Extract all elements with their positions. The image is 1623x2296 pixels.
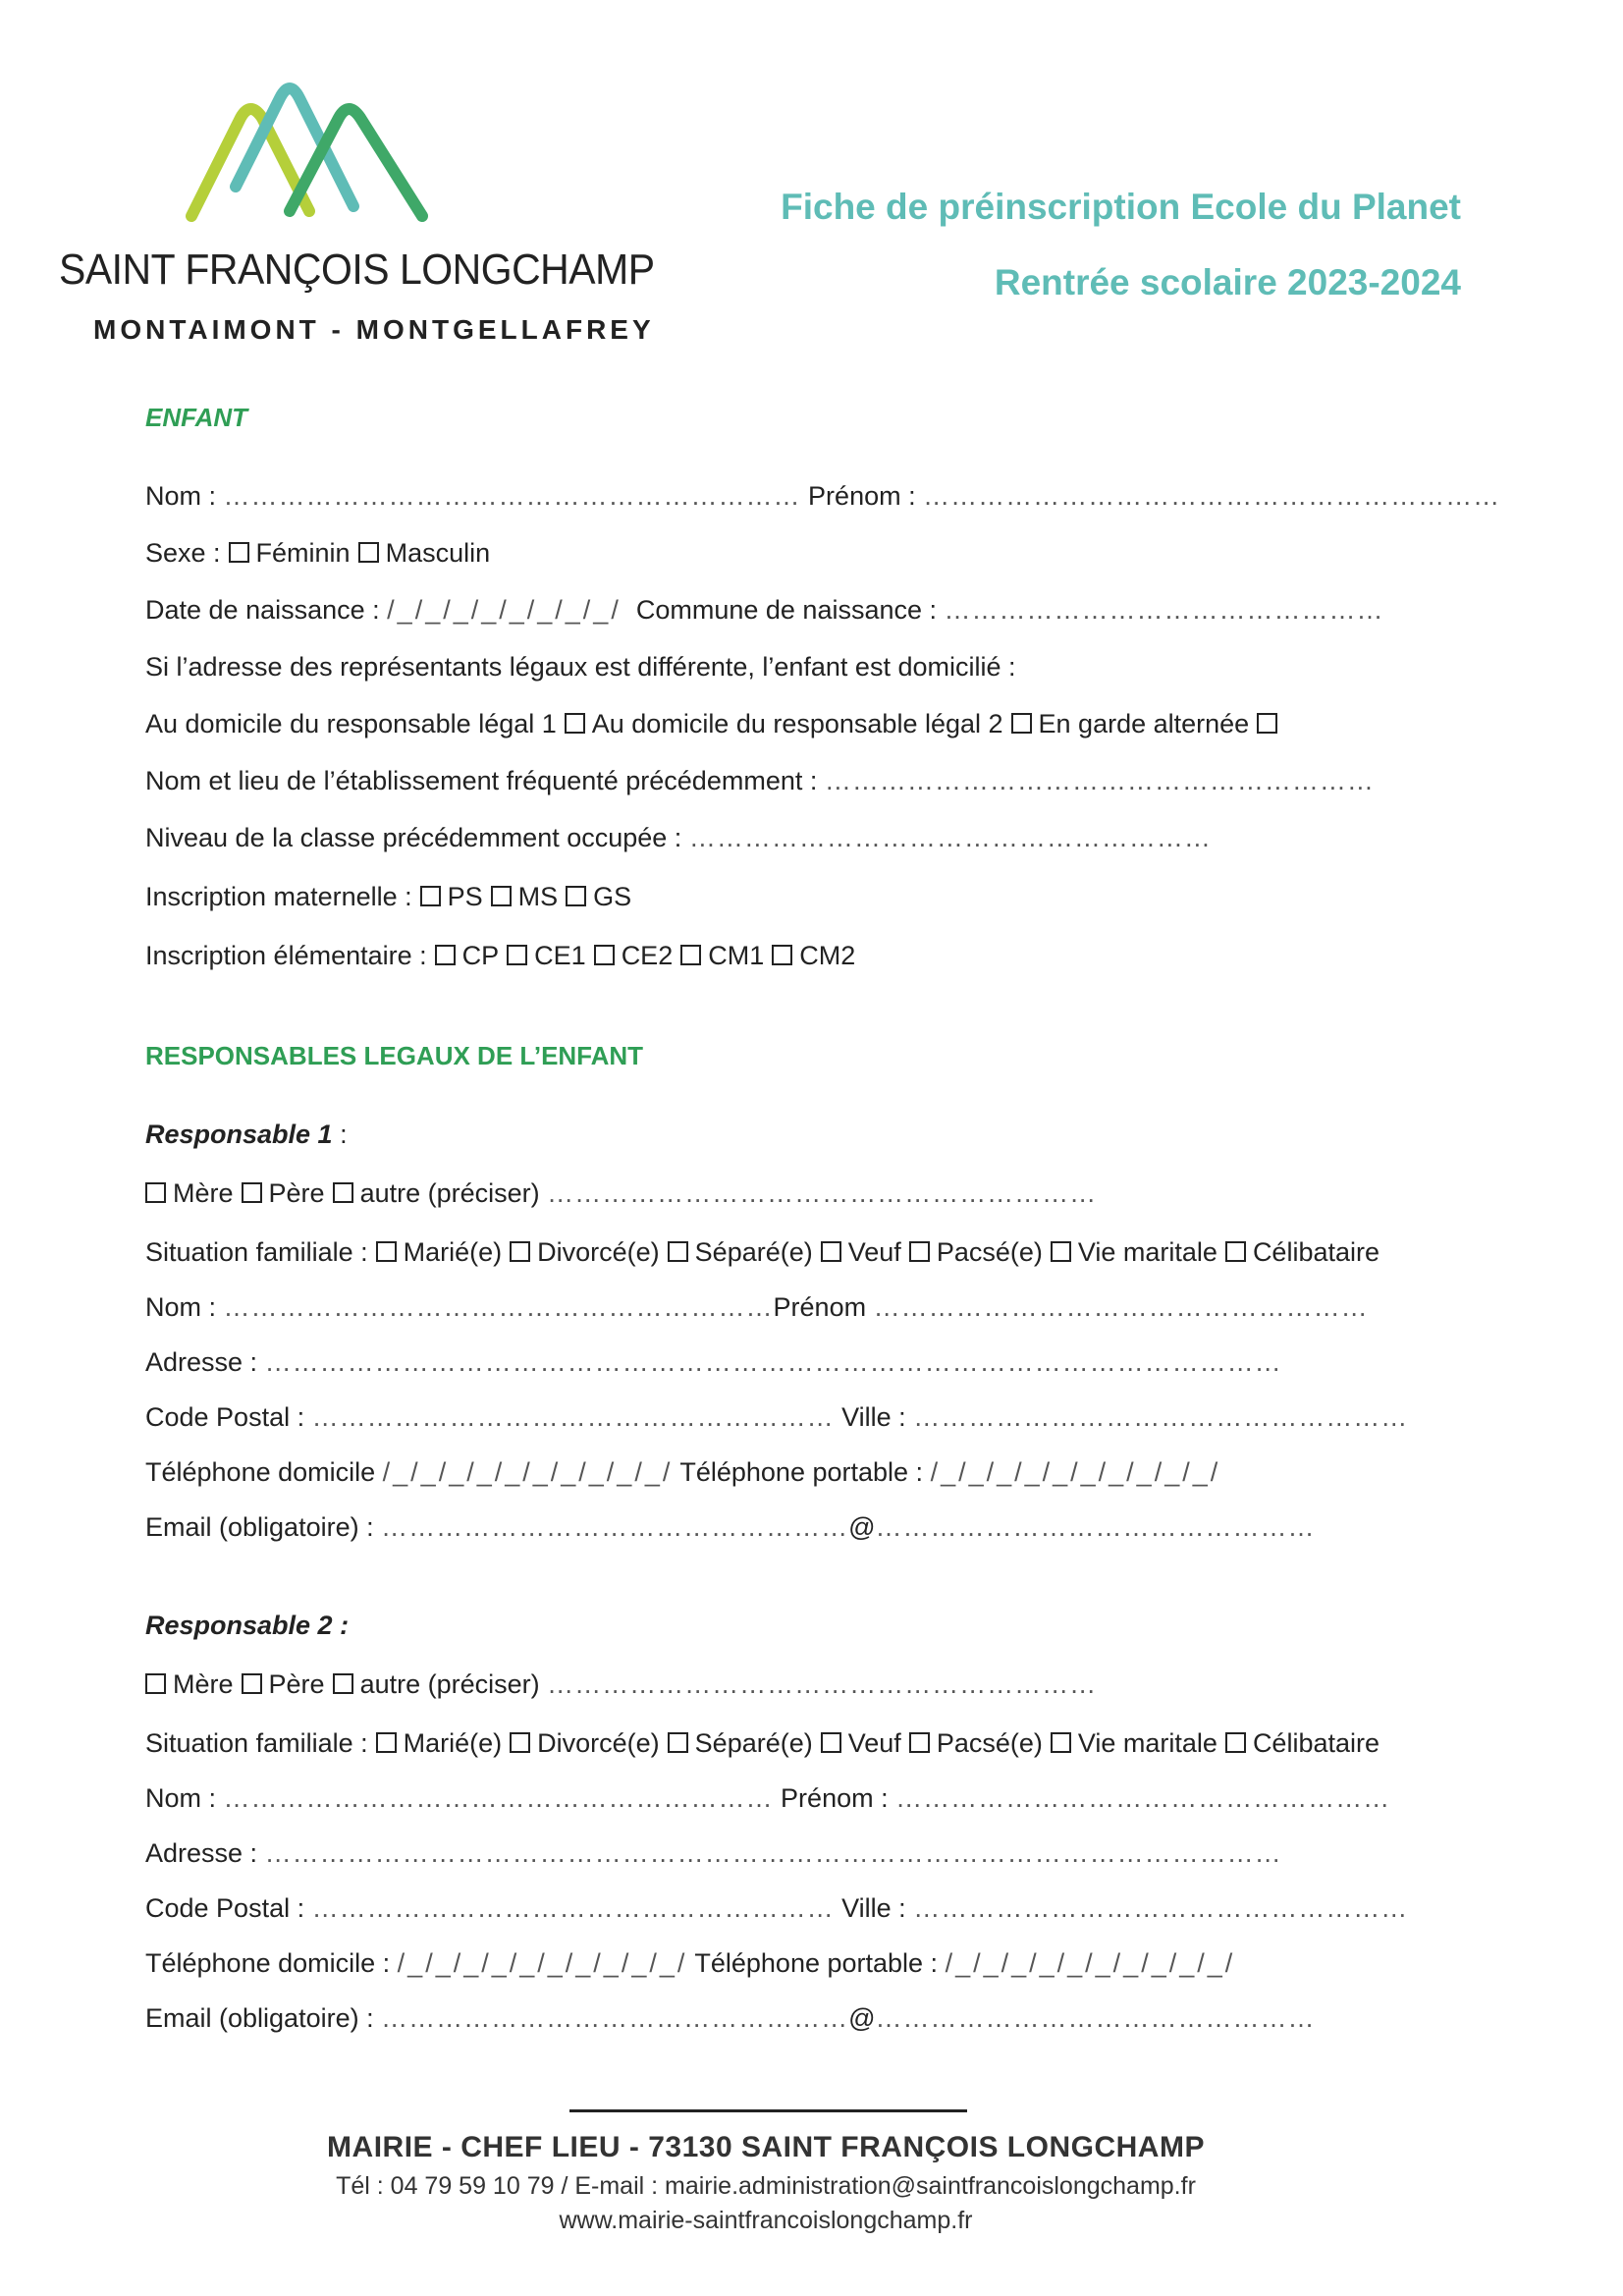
label-niveau: Niveau de la classe précédemment occupée : (145, 823, 682, 852)
r1-field-tel-portable[interactable]: /_/_/_/_/_/_/_/_/_/_/ (930, 1457, 1221, 1487)
row-etablissement (145, 766, 1375, 795)
r1-checkbox-mere[interactable] (145, 1182, 166, 1203)
title-line-1: Fiche de préinscription Ecole du Planet (781, 187, 1461, 227)
r2-checkbox-marie[interactable] (376, 1732, 397, 1753)
r1-field-autre[interactable]: …………………………………………………… (547, 1178, 1098, 1208)
r2-field-ville[interactable]: ……………………………………………… (913, 1893, 1409, 1923)
row-nom-prenom (145, 481, 1500, 511)
checkbox-cp[interactable] (435, 945, 456, 965)
r2-label-email: Email (obligatoire) : (145, 2003, 374, 2033)
r1-at-sign: @ (848, 1512, 876, 1542)
r1-checkbox-separe[interactable] (668, 1241, 688, 1262)
row-adresse-diff: Si l’adresse des représentants légaux est différente, l’enfant est domicilié : (145, 652, 1016, 682)
r1-label-email: Email (obligatoire) : (145, 1512, 374, 1542)
r1-field-tel-domicile[interactable]: /_/_/_/_/_/_/_/_/_/_/ (382, 1457, 674, 1487)
r2-label-code-postal: Code Postal : (145, 1893, 305, 1923)
option-ms: MS (517, 882, 559, 911)
r2-label-tel-portable: Téléphone portable : (694, 1948, 939, 1978)
r1-field-ville[interactable]: ……………………………………………… (913, 1402, 1409, 1432)
responsable-1-heading (145, 1120, 348, 1150)
label-date-naissance: Date de naissance : (145, 595, 380, 625)
label-domicile-1: Au domicile du responsable légal 1 (145, 709, 557, 738)
r2-checkbox-celibataire[interactable] (1225, 1732, 1246, 1753)
label-garde: En garde alternée (1038, 709, 1250, 738)
r2-label-mere: Mère (173, 1669, 234, 1699)
label-nom: Nom : (145, 481, 217, 511)
label-elementaire: Inscription élémentaire : (145, 941, 427, 970)
r1-field-email-domain[interactable]: ………………………………………… (875, 1512, 1316, 1542)
row-maternelle (145, 882, 631, 911)
r2-label-prenom: Prénom : (781, 1783, 889, 1813)
r1-row-email (145, 1512, 1316, 1542)
option-ce1: CE1 (534, 941, 586, 970)
r2-label-nom: Nom : (145, 1783, 217, 1813)
title-line-2: Rentrée scolaire 2023-2024 (994, 262, 1461, 302)
footer-contact: Tél : 04 79 59 10 79 / E-mail : mairie.administration@saintfrancoislongchamp.fr (336, 2172, 1196, 2200)
r2-field-prenom[interactable]: ……………………………………………… (895, 1783, 1391, 1813)
checkbox-ps[interactable] (420, 886, 441, 906)
r2-label-situation: Situation familiale : (145, 1728, 368, 1758)
r1-option-celibataire: Célibataire (1252, 1237, 1380, 1267)
r1-field-email-user[interactable]: …………………………………………… (381, 1512, 849, 1542)
footer-divider (569, 2109, 967, 2112)
field-niveau[interactable]: ………………………………………………… (688, 823, 1212, 852)
label-etablissement: Nom et lieu de l’établissement fréquenté précédemment : (145, 766, 818, 795)
r2-checkbox-vie-maritale[interactable] (1051, 1732, 1071, 1753)
r1-checkbox-marie[interactable] (376, 1241, 397, 1262)
r1-checkbox-autre[interactable] (333, 1182, 353, 1203)
r2-option-celibataire: Célibataire (1252, 1728, 1380, 1758)
r1-label-autre: autre (préciser) (359, 1178, 540, 1208)
label-sexe: Sexe : (145, 538, 221, 568)
r2-row-nom-prenom (145, 1783, 1390, 1813)
r2-option-divorce: Divorcé(e) (537, 1728, 660, 1758)
brand-subtitle: MONTAIMONT - MONTGELLAFREY (93, 314, 655, 345)
checkbox-ce2[interactable] (594, 945, 615, 965)
r2-field-adresse[interactable]: ………………………………………………………………………………………………… (264, 1838, 1282, 1868)
r1-checkbox-divorce[interactable] (510, 1241, 530, 1262)
r2-label-ville: Ville : (841, 1893, 906, 1923)
field-nom[interactable]: ……………………………………………………… (223, 481, 801, 511)
r2-row-situation (145, 1728, 1380, 1758)
r2-field-tel-domicile[interactable]: /_/_/_/_/_/_/_/_/_/_/ (397, 1948, 688, 1978)
r1-label-tel-portable: Téléphone portable : (679, 1457, 924, 1487)
r2-label-autre: autre (préciser) (359, 1669, 540, 1699)
r1-field-code-postal[interactable]: ………………………………………………… (311, 1402, 835, 1432)
r1-field-prenom[interactable]: ……………………………………………… (873, 1292, 1369, 1322)
r1-checkbox-veuf[interactable] (821, 1241, 841, 1262)
option-cp: CP (461, 941, 500, 970)
checkbox-masculin[interactable] (358, 542, 379, 563)
r2-label-tel-domicile: Téléphone domicile : (145, 1948, 391, 1978)
checkbox-domicile-2[interactable] (1011, 713, 1032, 734)
footer-address: MAIRIE - CHEF LIEU - 73130 SAINT FRANÇOIS LONGCHAMP (327, 2131, 1205, 2163)
r2-checkbox-pere[interactable] (242, 1673, 262, 1694)
r1-label-mere: Mère (173, 1178, 234, 1208)
r2-field-email-domain[interactable]: ………………………………………… (875, 2003, 1316, 2033)
r1-label-nom: Nom : (145, 1292, 217, 1322)
option-cm1: CM1 (708, 941, 765, 970)
label-prenom: Prénom : (808, 481, 916, 511)
responsable-1-title: Responsable 1 (145, 1120, 333, 1149)
r1-option-divorce: Divorcé(e) (537, 1237, 660, 1267)
r2-row-email (145, 2003, 1316, 2033)
field-prenom[interactable]: ……………………………………………………… (923, 481, 1501, 511)
r1-row-parent (145, 1178, 1097, 1208)
r2-checkbox-autre[interactable] (333, 1673, 353, 1694)
label-commune: Commune de naissance : (635, 595, 938, 625)
r1-label-situation: Situation familiale : (145, 1237, 368, 1267)
r1-row-code-ville (145, 1402, 1408, 1432)
r2-checkbox-divorce[interactable] (510, 1732, 530, 1753)
r2-field-nom[interactable]: …………………………………………………… (223, 1783, 774, 1813)
r2-field-autre[interactable]: …………………………………………………… (547, 1669, 1098, 1699)
r1-option-separe: Séparé(e) (694, 1237, 813, 1267)
r1-label-adresse: Adresse : (145, 1347, 258, 1377)
row-sexe (145, 538, 490, 568)
field-etablissement[interactable]: …………………………………………………… (824, 766, 1375, 795)
label-masculin: Masculin (385, 538, 491, 568)
mountain-logo-icon (182, 79, 437, 226)
checkbox-cm1[interactable] (680, 945, 701, 965)
r2-checkbox-mere[interactable] (145, 1673, 166, 1694)
r1-row-nom-prenom (145, 1292, 1369, 1322)
checkbox-ms[interactable] (491, 886, 512, 906)
r2-option-pacse: Pacsé(e) (936, 1728, 1043, 1758)
checkbox-garde[interactable] (1257, 713, 1277, 734)
option-ps: PS (447, 882, 483, 911)
responsable-2-heading: Responsable 2 : (145, 1611, 350, 1640)
r1-option-veuf: Veuf (847, 1237, 901, 1267)
r2-row-code-ville (145, 1893, 1408, 1923)
section-enfant (145, 403, 1501, 970)
label-feminin: Féminin (255, 538, 351, 568)
row-niveau (145, 823, 1212, 852)
r1-label-prenom: Prénom (773, 1292, 867, 1322)
checkbox-ce1[interactable] (507, 945, 527, 965)
option-cm2: CM2 (799, 941, 856, 970)
r1-row-situation (145, 1237, 1380, 1267)
section-responsables (145, 1041, 1500, 2033)
section-heading-responsables: RESPONSABLES LEGAUX DE L’ENFANT (145, 1041, 644, 1070)
r1-label-code-postal: Code Postal : (145, 1402, 305, 1432)
r2-row-adresse (145, 1838, 1282, 1868)
checkbox-gs[interactable] (566, 886, 586, 906)
r2-checkbox-pacse[interactable] (909, 1732, 930, 1753)
r2-field-tel-portable[interactable]: /_/_/_/_/_/_/_/_/_/_/ (945, 1948, 1236, 1978)
r2-checkbox-separe[interactable] (668, 1732, 688, 1753)
footer (0, 2131, 1532, 2235)
field-commune[interactable]: ………………………………………… (944, 595, 1384, 625)
r2-field-email-user[interactable]: …………………………………………… (381, 2003, 849, 2033)
r1-label-pere: Père (268, 1178, 325, 1208)
option-gs: GS (593, 882, 632, 911)
r2-row-telephone (145, 1948, 1235, 1978)
r1-checkbox-pacse[interactable] (909, 1241, 930, 1262)
r1-row-adresse (145, 1347, 1282, 1377)
r2-at-sign: @ (848, 2003, 876, 2033)
r1-checkbox-vie-maritale[interactable] (1051, 1241, 1071, 1262)
form-title (781, 187, 1461, 338)
r1-option-pacse: Pacsé(e) (936, 1237, 1043, 1267)
checkbox-domicile-1[interactable] (565, 713, 585, 734)
checkbox-feminin[interactable] (229, 542, 249, 563)
r2-row-parent (145, 1669, 1097, 1699)
r1-field-adresse[interactable]: ………………………………………………………………………………………………… (264, 1347, 1282, 1377)
r1-label-ville: Ville : (841, 1402, 906, 1432)
r1-checkbox-celibataire[interactable] (1225, 1241, 1246, 1262)
label-domicile-2: Au domicile du responsable légal 2 (591, 709, 1003, 738)
r2-option-marie: Marié(e) (403, 1728, 503, 1758)
r2-label-adresse: Adresse : (145, 1838, 258, 1868)
r1-field-nom[interactable]: …………………………………………………… (223, 1292, 774, 1322)
option-ce2: CE2 (621, 941, 674, 970)
row-domicile (145, 709, 1284, 738)
field-date-naissance[interactable]: /_/_/_/_/_/_/_/_/ (387, 595, 622, 625)
r2-label-pere: Père (268, 1669, 325, 1699)
r2-option-vie-maritale: Vie maritale (1077, 1728, 1217, 1758)
row-date-naissance (145, 595, 1384, 625)
brand-name: SAINT FRANÇOIS LONGCHAMP (59, 246, 655, 294)
responsable-1-colon: : (332, 1120, 348, 1149)
r1-option-vie-maritale: Vie maritale (1077, 1237, 1217, 1267)
r1-label-tel-domicile: Téléphone domicile (145, 1457, 376, 1487)
footer-website[interactable]: www.mairie-saintfrancoislongchamp.fr (559, 2207, 973, 2234)
r2-checkbox-veuf[interactable] (821, 1732, 841, 1753)
r1-row-telephone (145, 1457, 1220, 1487)
row-elementaire (145, 941, 855, 970)
r2-option-veuf: Veuf (847, 1728, 901, 1758)
r1-option-marie: Marié(e) (403, 1237, 503, 1267)
checkbox-cm2[interactable] (772, 945, 792, 965)
r2-option-separe: Séparé(e) (694, 1728, 813, 1758)
r2-field-code-postal[interactable]: ………………………………………………… (311, 1893, 835, 1923)
r1-checkbox-pere[interactable] (242, 1182, 262, 1203)
label-maternelle: Inscription maternelle : (145, 882, 412, 911)
section-heading-enfant: ENFANT (145, 403, 247, 432)
